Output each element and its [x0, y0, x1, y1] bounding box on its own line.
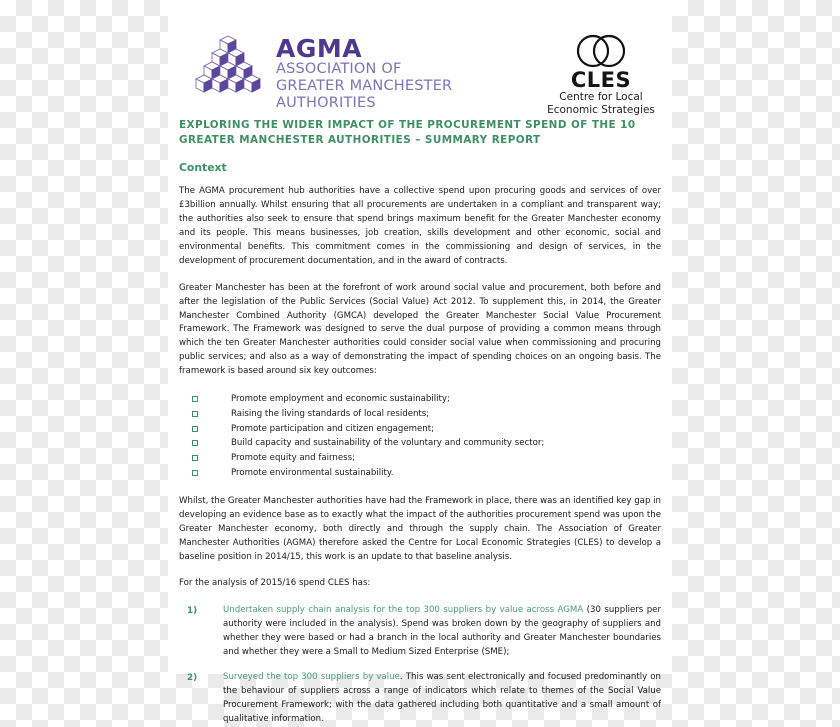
list-item-label: Promote environmental sustainability.	[231, 468, 394, 479]
square-bullet-icon	[192, 396, 198, 402]
list-item-lead: Undertaken supply chain analysis for the top 300 suppliers by value across AGMA	[223, 605, 584, 616]
page-title: EXPLORING THE WIDER IMPACT OF THE PROCUREMENT SPEND OF THE 10 GREATER MANCHESTER AUTHORITIES – SUMMARY REPORT	[179, 119, 636, 147]
agma-cube-pyramid-icon	[190, 34, 266, 108]
paragraph-4: For the analysis of 2015/16 spend CLES has:	[179, 578, 371, 589]
paragraph-2: Greater Manchester has been at the forefront of work around social value and procurement, both before and after the legislation of the Public Services (Social Value) Act 2012. To supplement this, in 2014, the Greater Manchester Combined Authority (GMCA) developed the Greater Manchester Social Value Procurement Framework. The Framework was designed to serve the dual purpose of providing a common means through which the ten Greater Manchester authorities could consider social value when commissioning and procuring public services; and also as a way of demonstrating the impact of spending choices on an ongoing basis. The framework is based around six key outcomes:	[179, 282, 661, 377]
list-item-label: Promote equity and fairness;	[231, 453, 355, 464]
list-item-label: Promote employment and economic sustainability;	[231, 394, 450, 405]
agma-name: AGMA	[276, 34, 363, 63]
list-item	[179, 466, 661, 481]
paragraph-3: Whilst, the Greater Manchester authorities have had the Framework in place, there was an identified key gap in developing an evidence base as to exactly what the impact of the authorities procurement spend was upon the Greater Manchester economy, both directly and through the supply chain. The Association of Greater Manchester Authorities (AGMA) therefore asked the Centre for Local Economic Strategies (CLES) to develop a baseline position in 2014/15, this work is an update to that baseline analysis.	[179, 495, 661, 562]
list-item-body	[223, 671, 661, 727]
list-item-rest: . This was sent electronically and focused predominantly on the behaviour of suppliers across a range of indicators which relate to themes of the Social Value Procurement Framework; with the data gathered including both quantitative and a small amount of qualitative information.	[223, 672, 661, 724]
section-heading-context: Context	[179, 161, 227, 175]
square-bullet-icon	[192, 470, 198, 476]
square-bullet-icon	[192, 455, 198, 461]
list-item	[179, 392, 661, 407]
list-item-rest: (30 suppliers per authority were included in the analysis). Spend was broken down by the geography of suppliers and whether they were based or had a branch in the local authority and Greater Manchester boundaries and whether they were a Small to Medium Sized Enterprise (SME);	[223, 605, 661, 658]
list-item	[179, 436, 661, 451]
cles-logo	[542, 34, 660, 117]
list-item-number: 1)	[187, 606, 198, 617]
agma-wordmark	[276, 34, 452, 111]
cles-name: CLES	[570, 68, 632, 92]
square-bullet-icon	[192, 411, 198, 417]
document-header	[168, 0, 672, 118]
list-item-label: Build capacity and sustainability of the voluntary and community sector;	[231, 438, 545, 449]
list-item	[179, 451, 661, 466]
agma-subtitle-line-1: ASSOCIATION OF	[276, 61, 402, 77]
list-item-number: 2)	[187, 673, 198, 684]
square-bullet-icon	[192, 440, 198, 446]
list-item	[179, 422, 661, 437]
agma-subtitle-line-3: AUTHORITIES	[276, 94, 376, 111]
outcomes-list	[179, 392, 661, 481]
document-body	[168, 118, 672, 727]
agma-subtitle-line-2: GREATER MANCHESTER	[276, 77, 453, 94]
list-item-label: Promote participation and citizen engagement;	[231, 423, 435, 434]
agma-logo	[190, 34, 452, 111]
square-bullet-icon	[192, 426, 198, 432]
list-item	[179, 604, 661, 660]
list-item	[179, 407, 661, 422]
cles-rings-icon	[542, 34, 660, 68]
list-item-lead: Surveyed the top 300 suppliers by value	[223, 672, 400, 683]
list-item-body	[223, 604, 661, 660]
paragraph-1: The AGMA procurement hub authorities have a collective spend upon procuring goods and services of over £3billion annually. Whilst ensuring that all procurements are undertaken in a compliant and transparent way; the authorities also seek to ensure that spend brings maximum benefit for the Greater Manchester economy and its people. This means businesses, job creation, skills development and other economic, social and environmental benefits. This commitment comes in the commissioning and design of services, in the development of procurement documentation, and in the award of contracts.	[179, 186, 661, 266]
cles-subtitle-line-2: Economic Strategies	[547, 104, 655, 117]
document-page	[168, 0, 672, 724]
list-item-label: Raising the living standards of local residents;	[231, 408, 430, 419]
cles-subtitle-line-1: Centre for Local	[559, 91, 643, 104]
analysis-list	[179, 604, 661, 726]
list-item	[179, 671, 661, 727]
